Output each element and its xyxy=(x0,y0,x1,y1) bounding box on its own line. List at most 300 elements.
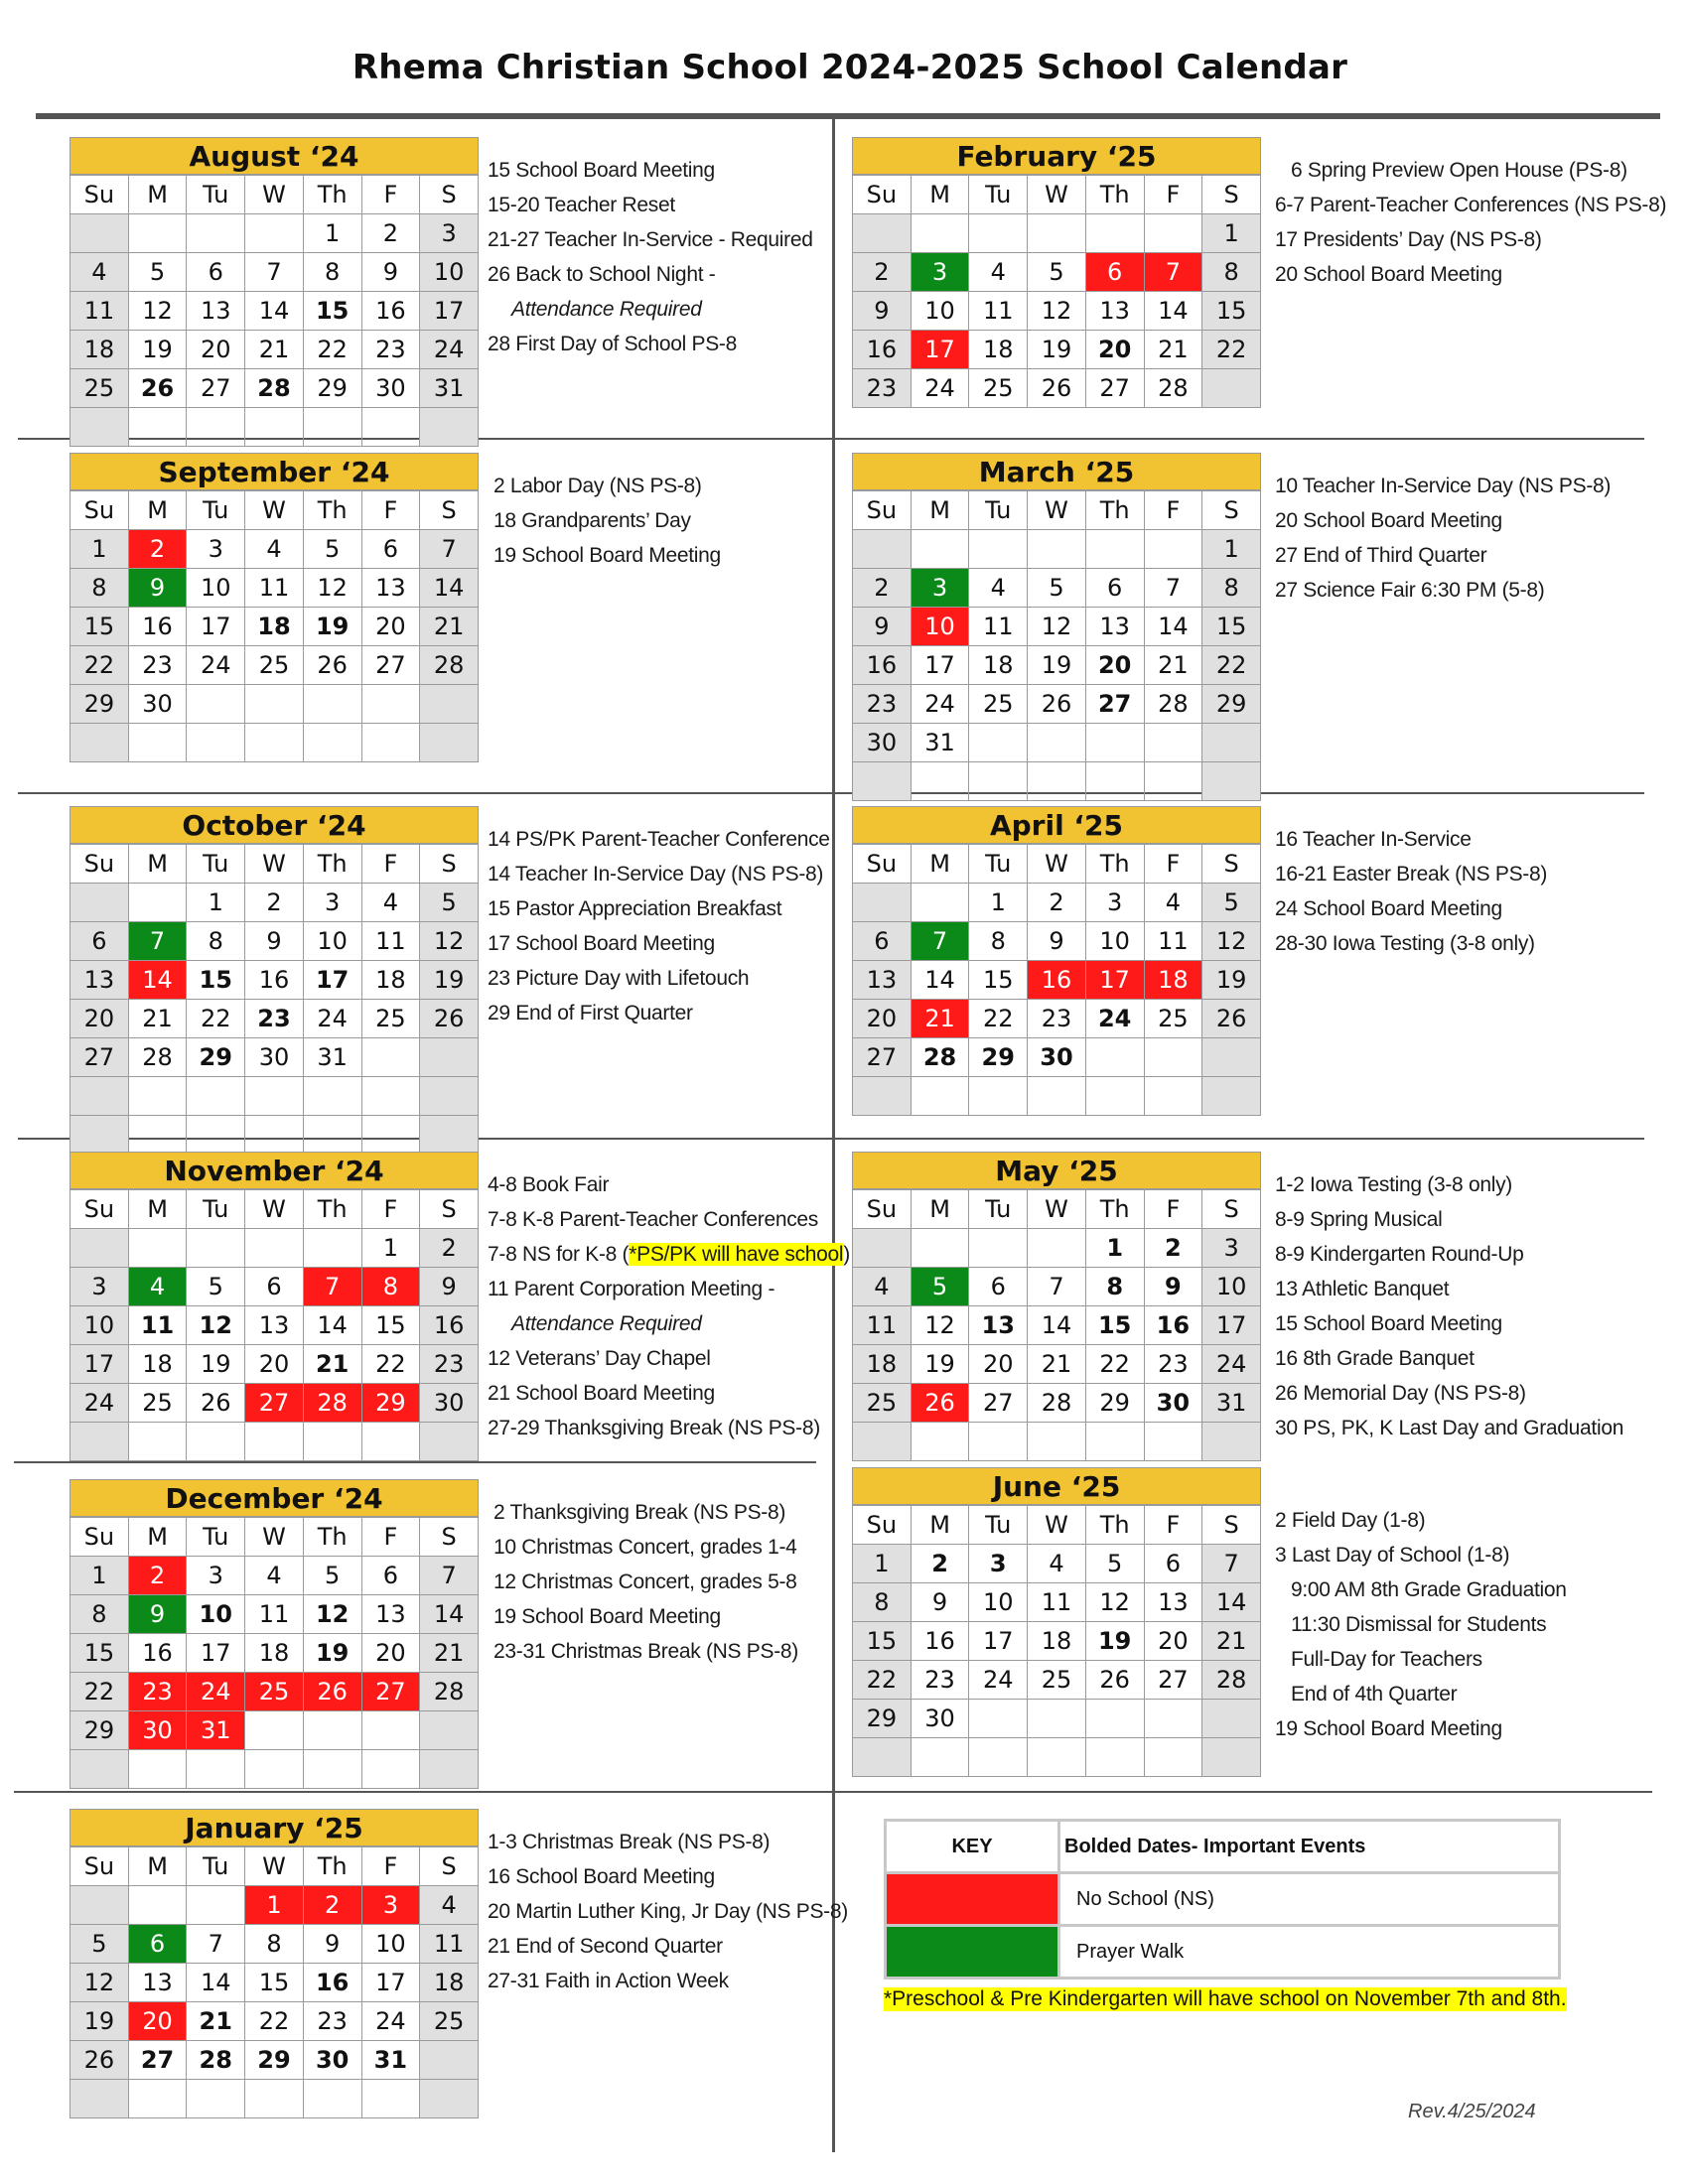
empty-cell xyxy=(853,214,912,253)
day-cell: 10 xyxy=(70,1306,129,1345)
empty-cell xyxy=(1202,1077,1261,1116)
empty-cell xyxy=(911,530,969,569)
empty-cell xyxy=(853,1423,912,1461)
day-cell: 1 xyxy=(70,1557,129,1595)
day-cell: 12 xyxy=(1085,1583,1144,1622)
empty-cell xyxy=(70,214,129,253)
day-cell: 30 xyxy=(911,1700,969,1738)
day-cell: 7 xyxy=(1144,569,1202,608)
day-cell: 23 xyxy=(420,1345,479,1384)
day-cell: 21 xyxy=(1202,1622,1261,1661)
day-cell: 2 xyxy=(128,1557,187,1595)
empty-cell xyxy=(1085,1738,1144,1777)
empty-cell xyxy=(969,530,1028,569)
day-cell: 1 xyxy=(245,1886,304,1925)
weekday-header: Su xyxy=(70,845,129,884)
weekday-header: F xyxy=(361,176,420,214)
day-cell: 22 xyxy=(70,1673,129,1711)
day-cell: 8 xyxy=(303,253,361,292)
day-cell: 6 xyxy=(361,530,420,569)
weekday-header: Su xyxy=(70,1190,129,1229)
event-item: 23-31 Christmas Break (NS PS-8) xyxy=(493,1640,798,1663)
highlighted-note: *PS/PK will have school xyxy=(629,1243,844,1266)
day-cell: 2 xyxy=(303,1886,361,1925)
month-title: October ‘24 xyxy=(70,806,479,844)
month-grid xyxy=(70,490,479,762)
day-cell: 2 xyxy=(361,214,420,253)
event-item: 13 Athletic Banquet xyxy=(1275,1278,1450,1300)
day-cell: 24 xyxy=(969,1661,1028,1700)
day-cell: 15 xyxy=(245,1964,304,2002)
event-item: 17 Presidents’ Day (NS PS-8) xyxy=(1275,228,1542,251)
day-cell: 30 xyxy=(128,1711,187,1750)
event-item: 27-29 Thanksgiving Break (NS PS-8) xyxy=(488,1417,820,1439)
event-item: 15 School Board Meeting xyxy=(488,159,715,182)
empty-cell xyxy=(1085,762,1144,801)
day-cell: 27 xyxy=(1085,369,1144,408)
day-cell: 2 xyxy=(128,530,187,569)
weekday-header: M xyxy=(128,176,187,214)
day-cell: 29 xyxy=(1202,685,1261,724)
day-cell: 13 xyxy=(1144,1583,1202,1622)
day-cell: 27 xyxy=(128,2041,187,2080)
row-divider-4-left xyxy=(14,1461,816,1463)
day-cell: 27 xyxy=(361,1673,420,1711)
empty-cell xyxy=(1028,762,1086,801)
weekday-header: Th xyxy=(1085,845,1144,884)
empty-cell xyxy=(1202,1423,1261,1461)
day-cell: 31 xyxy=(187,1711,245,1750)
day-cell: 10 xyxy=(361,1925,420,1964)
empty-cell xyxy=(303,1229,361,1268)
day-cell: 18 xyxy=(420,1964,479,2002)
empty-cell xyxy=(969,724,1028,762)
day-cell: 8 xyxy=(1202,569,1261,608)
day-cell: 2 xyxy=(853,253,912,292)
day-cell: 16 xyxy=(303,1964,361,2002)
empty-cell xyxy=(1144,1423,1202,1461)
day-cell: 8 xyxy=(245,1925,304,1964)
month-title: February ‘25 xyxy=(852,137,1261,175)
day-cell: 23 xyxy=(128,1673,187,1711)
weekday-header: Tu xyxy=(187,176,245,214)
day-cell: 19 xyxy=(128,331,187,369)
weekday-header: Tu xyxy=(969,845,1028,884)
day-cell: 16 xyxy=(361,292,420,331)
empty-cell xyxy=(1028,1077,1086,1116)
empty-cell xyxy=(245,214,304,253)
day-cell: 11 xyxy=(853,1306,912,1345)
day-cell: 18 xyxy=(969,646,1028,685)
day-cell: 23 xyxy=(853,685,912,724)
day-cell: 4 xyxy=(1028,1545,1086,1583)
day-cell: 25 xyxy=(245,1673,304,1711)
weekday-header: F xyxy=(1144,1190,1202,1229)
day-cell: 27 xyxy=(1144,1661,1202,1700)
day-cell: 14 xyxy=(420,569,479,608)
page-title: Rhema Christian School 2024-2025 School Calendar xyxy=(352,48,1348,87)
day-cell: 18 xyxy=(128,1345,187,1384)
weekday-header: S xyxy=(420,1847,479,1886)
day-cell: 23 xyxy=(853,369,912,408)
empty-cell xyxy=(969,1229,1028,1268)
day-cell: 31 xyxy=(1202,1384,1261,1423)
empty-cell xyxy=(420,724,479,762)
event-item: 15-20 Teacher Reset xyxy=(488,194,675,216)
day-cell: 21 xyxy=(1144,331,1202,369)
event-item: 19 School Board Meeting xyxy=(493,544,721,567)
day-cell: 12 xyxy=(303,1595,361,1634)
day-cell: 5 xyxy=(420,884,479,922)
event-item: Attendance Required xyxy=(511,298,702,321)
day-cell: 7 xyxy=(1202,1545,1261,1583)
day-cell: 26 xyxy=(420,1000,479,1038)
month-grid xyxy=(852,844,1261,1116)
empty-cell xyxy=(128,724,187,762)
day-cell: 5 xyxy=(1028,569,1086,608)
empty-cell xyxy=(128,1229,187,1268)
day-cell: 6 xyxy=(70,922,129,961)
event-item: 15 Pastor Appreciation Breakfast xyxy=(488,897,782,920)
weekday-header: S xyxy=(1202,1190,1261,1229)
weekday-header: F xyxy=(361,1518,420,1557)
empty-cell xyxy=(70,2080,129,2118)
event-item: 29 End of First Quarter xyxy=(488,1002,693,1024)
day-cell: 2 xyxy=(1028,884,1086,922)
empty-cell xyxy=(1202,724,1261,762)
events-november-2024 xyxy=(488,1167,850,1445)
empty-cell xyxy=(853,1738,912,1777)
event-item: 16 8th Grade Banquet xyxy=(1275,1347,1475,1370)
event-item: 2 Thanksgiving Break (NS PS-8) xyxy=(493,1501,786,1524)
day-cell: 29 xyxy=(70,1711,129,1750)
empty-cell xyxy=(969,1077,1028,1116)
weekday-header: Th xyxy=(303,491,361,530)
day-cell: 1 xyxy=(361,1229,420,1268)
day-cell: 1 xyxy=(853,1545,912,1583)
weekday-header: M xyxy=(128,845,187,884)
day-cell: 28 xyxy=(1144,685,1202,724)
empty-cell xyxy=(1202,369,1261,408)
empty-cell xyxy=(1144,530,1202,569)
month-title: April ‘25 xyxy=(852,806,1261,844)
month-grid xyxy=(852,1505,1261,1777)
day-cell: 3 xyxy=(1085,884,1144,922)
day-cell: 12 xyxy=(128,292,187,331)
empty-cell xyxy=(911,1077,969,1116)
day-cell: 21 xyxy=(187,2002,245,2041)
calendar-november-2024 xyxy=(70,1152,479,1461)
month-grid xyxy=(70,844,479,1155)
weekday-header: S xyxy=(1202,1506,1261,1545)
empty-cell xyxy=(853,530,912,569)
day-cell: 11 xyxy=(969,608,1028,646)
day-cell: 4 xyxy=(245,1557,304,1595)
day-cell: 10 xyxy=(187,569,245,608)
day-cell: 3 xyxy=(969,1545,1028,1583)
event-item: 8-9 Kindergarten Round-Up xyxy=(1275,1243,1524,1266)
day-cell: 22 xyxy=(361,1345,420,1384)
day-cell: 9 xyxy=(128,569,187,608)
day-cell: 29 xyxy=(187,1038,245,1077)
day-cell: 31 xyxy=(303,1038,361,1077)
day-cell: 13 xyxy=(187,292,245,331)
weekday-header: F xyxy=(1144,176,1202,214)
day-cell: 29 xyxy=(969,1038,1028,1077)
day-cell: 25 xyxy=(420,2002,479,2041)
day-cell: 26 xyxy=(911,1384,969,1423)
day-cell: 1 xyxy=(70,530,129,569)
day-cell: 26 xyxy=(303,646,361,685)
day-cell: 6 xyxy=(1085,569,1144,608)
day-cell: 26 xyxy=(1028,369,1086,408)
day-cell: 1 xyxy=(1202,214,1261,253)
weekday-header: W xyxy=(245,491,304,530)
empty-cell xyxy=(245,685,304,724)
day-cell: 20 xyxy=(1085,331,1144,369)
day-cell: 3 xyxy=(911,569,969,608)
day-cell: 17 xyxy=(187,1634,245,1673)
day-cell: 30 xyxy=(1144,1384,1202,1423)
weekday-header: F xyxy=(1144,491,1202,530)
day-cell: 18 xyxy=(245,608,304,646)
day-cell: 11 xyxy=(128,1306,187,1345)
day-cell: 5 xyxy=(1085,1545,1144,1583)
month-title: January ‘25 xyxy=(70,1809,479,1846)
weekday-header: Su xyxy=(853,1506,912,1545)
day-cell: 28 xyxy=(420,1673,479,1711)
day-cell: 5 xyxy=(187,1268,245,1306)
weekday-header: Th xyxy=(1085,491,1144,530)
empty-cell xyxy=(420,1711,479,1750)
empty-cell xyxy=(420,2080,479,2118)
day-cell: 4 xyxy=(128,1268,187,1306)
day-cell: 16 xyxy=(911,1622,969,1661)
month-title: June ‘25 xyxy=(852,1467,1261,1505)
day-cell: 5 xyxy=(911,1268,969,1306)
day-cell: 27 xyxy=(361,646,420,685)
weekday-header: W xyxy=(1028,491,1086,530)
weekday-header: F xyxy=(361,1190,420,1229)
empty-cell xyxy=(1028,724,1086,762)
day-cell: 23 xyxy=(361,331,420,369)
day-cell: 27 xyxy=(245,1384,304,1423)
day-cell: 13 xyxy=(361,569,420,608)
day-cell: 25 xyxy=(853,1384,912,1423)
month-grid xyxy=(852,1189,1261,1461)
empty-cell xyxy=(245,1711,304,1750)
revision-date: Rev.4/25/2024 xyxy=(1408,2101,1536,2122)
weekday-header: Tu xyxy=(187,1190,245,1229)
day-cell: 25 xyxy=(969,369,1028,408)
event-item: 3 Last Day of School (1-8) xyxy=(1275,1544,1510,1567)
events-august-2024 xyxy=(488,153,813,361)
day-cell: 11 xyxy=(245,1595,304,1634)
day-cell: 26 xyxy=(70,2041,129,2080)
day-cell: 18 xyxy=(969,331,1028,369)
day-cell: 12 xyxy=(187,1306,245,1345)
day-cell: 8 xyxy=(1085,1268,1144,1306)
empty-cell xyxy=(187,408,245,447)
weekday-header: Su xyxy=(853,176,912,214)
empty-cell xyxy=(70,1886,129,1925)
day-cell: 20 xyxy=(128,2002,187,2041)
weekday-header: Su xyxy=(853,845,912,884)
day-cell: 8 xyxy=(187,922,245,961)
day-cell: 12 xyxy=(911,1306,969,1345)
event-text: ) xyxy=(843,1243,850,1266)
weekday-header: Su xyxy=(70,1518,129,1557)
day-cell: 14 xyxy=(245,292,304,331)
empty-cell xyxy=(911,1229,969,1268)
day-cell: 7 xyxy=(420,1557,479,1595)
day-cell: 10 xyxy=(911,608,969,646)
empty-cell xyxy=(128,408,187,447)
event-item: 27 Science Fair 6:30 PM (5-8) xyxy=(1275,579,1545,602)
event-item: 10 Teacher In-Service Day (NS PS-8) xyxy=(1275,475,1612,497)
empty-cell xyxy=(969,1423,1028,1461)
key-bold-note: Bolded Dates- Important Events xyxy=(1059,1821,1560,1873)
event-item: 6 Spring Preview Open House (PS-8) xyxy=(1291,159,1627,182)
day-cell: 18 xyxy=(361,961,420,1000)
day-cell: 26 xyxy=(128,369,187,408)
empty-cell xyxy=(1202,1700,1261,1738)
day-cell: 15 xyxy=(969,961,1028,1000)
day-cell: 3 xyxy=(70,1268,129,1306)
empty-cell xyxy=(187,1750,245,1789)
empty-cell xyxy=(1144,1038,1202,1077)
day-cell: 4 xyxy=(969,253,1028,292)
day-cell: 19 xyxy=(303,608,361,646)
day-cell: 9 xyxy=(853,608,912,646)
day-cell: 19 xyxy=(70,2002,129,2041)
weekday-header: F xyxy=(1144,1506,1202,1545)
event-item: 21 End of Second Quarter xyxy=(488,1935,723,1958)
weekday-header: Tu xyxy=(969,1506,1028,1545)
day-cell: 3 xyxy=(420,214,479,253)
weekday-header: M xyxy=(911,176,969,214)
day-cell: 20 xyxy=(361,608,420,646)
day-cell: 17 xyxy=(187,608,245,646)
event-item: 9:00 AM 8th Grade Graduation xyxy=(1291,1578,1567,1601)
day-cell: 7 xyxy=(1028,1268,1086,1306)
day-cell: 2 xyxy=(1144,1229,1202,1268)
weekday-header: Tu xyxy=(187,1518,245,1557)
day-cell: 25 xyxy=(245,646,304,685)
day-cell: 30 xyxy=(361,369,420,408)
preschool-footnote: *Preschool & Pre Kindergarten will have school on November 7th and 8th. xyxy=(884,1987,1567,2010)
day-cell: 19 xyxy=(1085,1622,1144,1661)
day-cell: 5 xyxy=(70,1925,129,1964)
empty-cell xyxy=(361,408,420,447)
day-cell: 3 xyxy=(911,253,969,292)
month-grid xyxy=(852,175,1261,408)
empty-cell xyxy=(128,1116,187,1155)
day-cell: 1 xyxy=(303,214,361,253)
empty-cell xyxy=(70,1750,129,1789)
day-cell: 15 xyxy=(187,961,245,1000)
events-october-2024 xyxy=(488,822,830,1030)
empty-cell xyxy=(187,685,245,724)
weekday-header: M xyxy=(128,1190,187,1229)
event-item: 28 First Day of School PS-8 xyxy=(488,333,738,355)
empty-cell xyxy=(303,1711,361,1750)
day-cell: 22 xyxy=(1202,331,1261,369)
day-cell: 3 xyxy=(1202,1229,1261,1268)
empty-cell xyxy=(420,1423,479,1461)
empty-cell xyxy=(1085,1077,1144,1116)
day-cell: 11 xyxy=(1028,1583,1086,1622)
weekday-header: Su xyxy=(70,176,129,214)
event-item: 15 School Board Meeting xyxy=(1275,1312,1502,1335)
event-item: 30 PS, PK, K Last Day and Graduation xyxy=(1275,1417,1624,1439)
day-cell: 23 xyxy=(303,2002,361,2041)
empty-cell xyxy=(303,1423,361,1461)
day-cell: 10 xyxy=(1202,1268,1261,1306)
day-cell: 19 xyxy=(303,1634,361,1673)
empty-cell xyxy=(187,1077,245,1116)
day-cell: 9 xyxy=(303,1925,361,1964)
day-cell: 26 xyxy=(1085,1661,1144,1700)
day-cell: 6 xyxy=(245,1268,304,1306)
weekday-header: F xyxy=(361,845,420,884)
empty-cell xyxy=(128,2080,187,2118)
day-cell: 27 xyxy=(853,1038,912,1077)
empty-cell xyxy=(128,884,187,922)
weekday-header: M xyxy=(911,1506,969,1545)
calendar-march-2025 xyxy=(852,453,1261,801)
empty-cell xyxy=(303,724,361,762)
calendar-january-2025 xyxy=(70,1809,479,2118)
day-cell: 22 xyxy=(70,646,129,685)
day-cell: 13 xyxy=(1085,608,1144,646)
day-cell: 30 xyxy=(1028,1038,1086,1077)
empty-cell xyxy=(361,1038,420,1077)
event-item: 10 Christmas Concert, grades 1-4 xyxy=(493,1536,797,1559)
event-item: 16 School Board Meeting xyxy=(488,1865,715,1888)
day-cell: 8 xyxy=(70,1595,129,1634)
empty-cell xyxy=(1085,724,1144,762)
day-cell: 13 xyxy=(70,961,129,1000)
day-cell: 5 xyxy=(1202,884,1261,922)
day-cell: 15 xyxy=(1202,292,1261,331)
empty-cell xyxy=(70,1116,129,1155)
day-cell: 21 xyxy=(245,331,304,369)
day-cell: 22 xyxy=(853,1661,912,1700)
month-title: May ‘25 xyxy=(852,1152,1261,1189)
empty-cell xyxy=(245,1750,304,1789)
day-cell: 13 xyxy=(128,1964,187,2002)
empty-cell xyxy=(1028,530,1086,569)
day-cell: 9 xyxy=(853,292,912,331)
day-cell: 4 xyxy=(70,253,129,292)
day-cell: 13 xyxy=(361,1595,420,1634)
weekday-header: W xyxy=(245,1518,304,1557)
day-cell: 9 xyxy=(245,922,304,961)
empty-cell xyxy=(361,685,420,724)
weekday-header: Th xyxy=(303,1847,361,1886)
calendar-september-2024 xyxy=(70,453,479,762)
day-cell: 10 xyxy=(969,1583,1028,1622)
weekday-header: Th xyxy=(303,1518,361,1557)
empty-cell xyxy=(1144,1077,1202,1116)
day-cell: 21 xyxy=(1028,1345,1086,1384)
weekday-header: S xyxy=(420,845,479,884)
weekday-header: W xyxy=(1028,1190,1086,1229)
day-cell: 26 xyxy=(1202,1000,1261,1038)
event-item: 14 Teacher In-Service Day (NS PS-8) xyxy=(488,863,824,886)
empty-cell xyxy=(128,1423,187,1461)
